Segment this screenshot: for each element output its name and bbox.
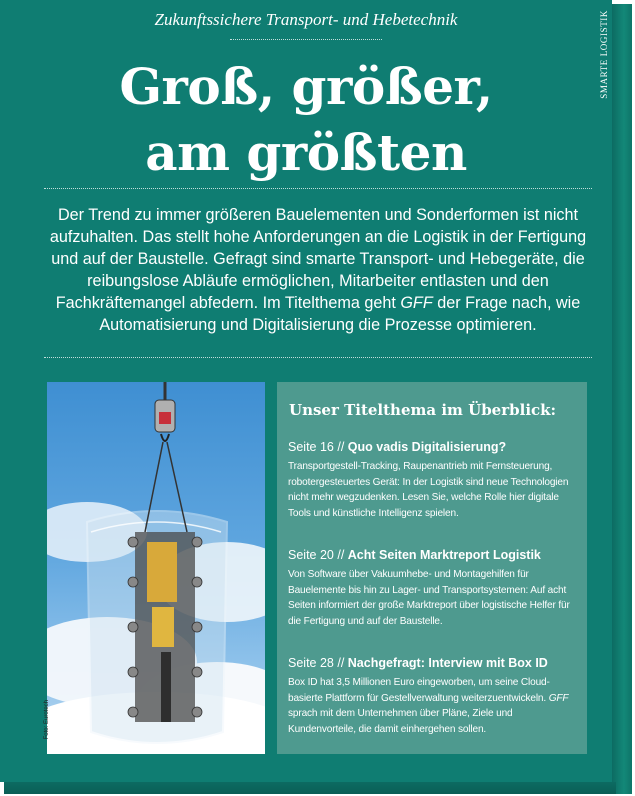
overview-item-heading	[288, 656, 580, 670]
headline-line-2: am größten	[145, 123, 467, 182]
page-reference: Seite 28 //	[288, 656, 345, 670]
lead-divider	[44, 357, 592, 358]
page-reference: Seite 20 //	[288, 548, 345, 562]
lead-text-1: Der Trend zu immer größeren Bauelementen und Sonderformen ist nicht aufzuhalten. Das stellt hohe Anforderungen an die Logistik in der Fertigung und auf der Baustelle. Gefragt sind smarte Transport- und Hebegeräte, die reibungslose Abläufe ermöglichen, Mitarbeiter entlasten und den Fachkräftemangel abfedern. Im Titelthema geht	[49, 206, 587, 312]
overview-item	[288, 440, 580, 521]
magazine-name: GFF	[548, 692, 569, 704]
photo-credit-text: Foto: Eurotech	[44, 700, 50, 740]
lead-paragraph	[44, 204, 592, 336]
overview-item	[288, 656, 580, 737]
overview-box	[277, 382, 587, 754]
page-edge	[4, 782, 616, 794]
article-title: Quo vadis Digitalisierung?	[347, 440, 507, 454]
lead-text-2: der Frage nach, wie Automatisierung und Digitalisierung die Prozesse optimieren.	[99, 294, 581, 334]
article-title: Nachgefragt: Interview mit Box ID	[347, 656, 548, 670]
vacuum-lifter-illustration	[47, 382, 265, 754]
overview-title: Unser Titelthema im Überblick:	[289, 401, 557, 419]
overview-item	[288, 548, 580, 629]
headline	[0, 54, 612, 186]
page-reference: Seite 16 //	[288, 440, 345, 454]
article-teaser-text-2: sprach mit dem Unternehmen über Pläne, Ziele und Kundenvorteile, die damit einhergehen sollen.	[288, 708, 513, 735]
overview-item-heading	[288, 548, 580, 562]
article-teaser	[288, 675, 580, 737]
page-spine	[612, 4, 632, 794]
overview-item-heading	[288, 440, 580, 454]
section-label-text: SMARTE LOGISTIK	[599, 10, 609, 99]
cover-photo	[47, 382, 265, 754]
headline-line-1: Groß, größer,	[119, 57, 493, 116]
kicker: Zukunftssichere Transport- und Hebetechnik	[154, 10, 458, 29]
article-teaser: Von Software über Vakuumhebe- und Montagehilfen für Bauelemente bis hin zu Lager- und Transportsystemen: Auf acht Seiten informiert der große Marktreport über logistische Helfer für die Fertigung und auf der Baustelle.	[288, 569, 570, 627]
headline-divider	[44, 188, 592, 189]
lead-magazine-name: GFF	[400, 294, 433, 312]
article-teaser: Transportgestell-Tracking, Raupenantrieb mit Fernsteuerung, robotergesteuertes Gerät: In der Logistik sind neue Technologien nicht mehr wegzudenken. Lesen Sie, welche Rolle hier digitale Tools und künstliche Intelligenz spielen.	[288, 461, 569, 519]
article-title: Acht Seiten Marktreport Logistik	[347, 548, 541, 562]
photo-credit	[44, 700, 56, 760]
article-teaser-text: Box ID hat 3,5 Millionen Euro eingeworben, um seine Cloud-basierte Plattform für Gestellverwaltung weiterzuentwickeln.	[288, 677, 550, 704]
kicker-divider	[230, 39, 382, 40]
